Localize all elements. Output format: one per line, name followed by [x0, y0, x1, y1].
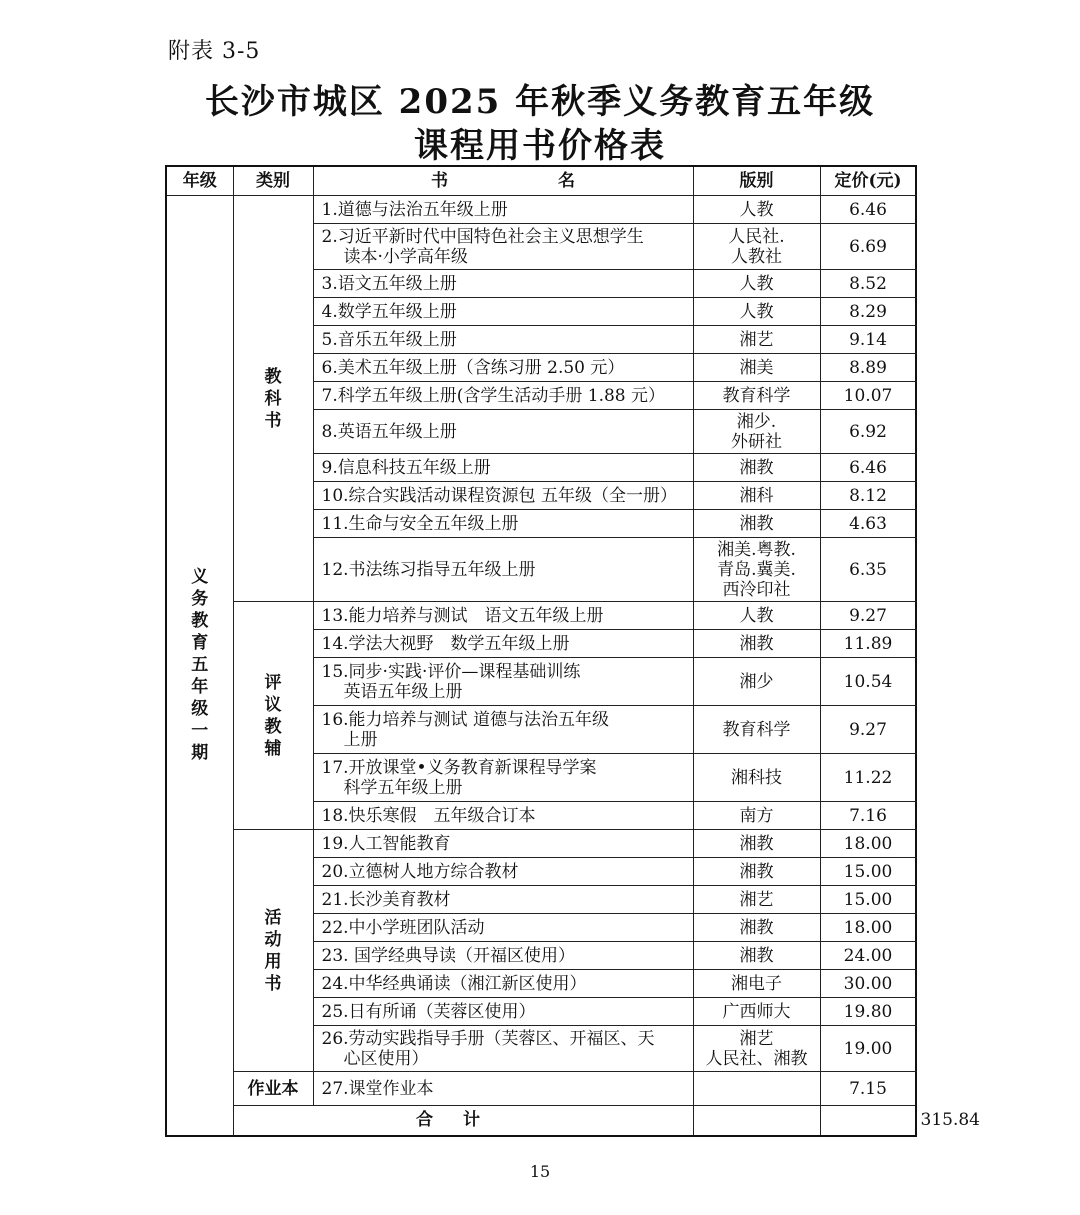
price: 7.15: [820, 1072, 916, 1106]
price: 6.69: [820, 224, 916, 270]
book-name: 20.立德树人地方综合教材: [313, 858, 693, 886]
publisher: 湘美.粤教. 青岛.冀美. 西泠印社: [693, 538, 820, 602]
book-name: 1.道德与法治五年级上册: [313, 196, 693, 224]
publisher: 湘教: [693, 630, 820, 658]
publisher: 湘教: [693, 830, 820, 858]
price: 9.27: [820, 602, 916, 630]
price: 15.00: [820, 886, 916, 914]
price: 8.12: [820, 482, 916, 510]
book-name: 13.能力培养与测试 语文五年级上册: [313, 602, 693, 630]
publisher: 湘教: [693, 914, 820, 942]
price: 9.14: [820, 326, 916, 354]
price: 10.54: [820, 658, 916, 706]
publisher: 人民社. 人教社: [693, 224, 820, 270]
book-name: 18.快乐寒假 五年级合订本: [313, 802, 693, 830]
total-row: 合计 315.84: [166, 1106, 916, 1136]
price: 11.89: [820, 630, 916, 658]
publisher: 人教: [693, 270, 820, 298]
total-empty-publisher: [820, 1106, 916, 1136]
category-textbook: 教科书: [233, 196, 313, 602]
book-name: 15.同步·实践·评价—课程基础训练 英语五年级上册: [313, 658, 693, 706]
page-title-line2: 课程用书价格表: [414, 126, 666, 166]
publisher: 湘美: [693, 354, 820, 382]
book-name: 14.学法大视野 数学五年级上册: [313, 630, 693, 658]
page-number: 15: [529, 1162, 551, 1181]
publisher: 湘教: [693, 454, 820, 482]
price: 19.80: [820, 998, 916, 1026]
book-name: 3.语文五年级上册: [313, 270, 693, 298]
column-header-grade: 年级: [166, 166, 233, 196]
book-name: 6.美术五年级上册（含练习册 2.50 元）: [313, 354, 693, 382]
price: 15.00: [820, 858, 916, 886]
price: 19.00: [820, 1026, 916, 1072]
publisher: 人教: [693, 196, 820, 224]
book-name: 7.科学五年级上册(含学生活动手册 1.88 元）: [313, 382, 693, 410]
book-name: 23. 国学经典导读（开福区使用）: [313, 942, 693, 970]
grade-cell: 义务教育五年级一期: [166, 196, 233, 1136]
price: 10.07: [820, 382, 916, 410]
book-name: 19.人工智能教育: [313, 830, 693, 858]
price: 18.00: [820, 830, 916, 858]
publisher: 湘艺: [693, 886, 820, 914]
price-table: [165, 165, 980, 1137]
category-activity: 活动用书: [233, 830, 313, 1072]
table-row: [166, 1072, 916, 1106]
book-name: 8.英语五年级上册: [313, 410, 693, 454]
column-header-publisher: 版别: [693, 166, 820, 196]
price: 9.27: [820, 706, 916, 754]
column-header-book-name: [313, 166, 693, 196]
price: 18.00: [820, 914, 916, 942]
price: 8.52: [820, 270, 916, 298]
price: 6.46: [820, 454, 916, 482]
publisher: [693, 1072, 820, 1106]
publisher: 人教: [693, 298, 820, 326]
price: 24.00: [820, 942, 916, 970]
total-empty-name: [693, 1106, 820, 1136]
publisher: 湘科: [693, 482, 820, 510]
table-row: [166, 196, 916, 224]
book-name: 9.信息科技五年级上册: [313, 454, 693, 482]
table-row: [166, 830, 916, 858]
price: 6.46: [820, 196, 916, 224]
publisher: 广西师大: [693, 998, 820, 1026]
publisher: 湘教: [693, 510, 820, 538]
publisher: 教育科学: [693, 382, 820, 410]
publisher: 湘教: [693, 858, 820, 886]
price: 4.63: [820, 510, 916, 538]
book-name: 4.数学五年级上册: [313, 298, 693, 326]
total-label: 合计: [233, 1106, 693, 1136]
page-title-line1: 长沙市城区 2025 年秋季义务教育五年级: [204, 82, 876, 122]
price: 6.92: [820, 410, 916, 454]
book-name: 16.能力培养与测试 道德与法治五年级 上册: [313, 706, 693, 754]
book-name: 17.开放课堂•义务教育新课程导学案 科学五年级上册: [313, 754, 693, 802]
publisher: 湘教: [693, 942, 820, 970]
publisher: 人教: [693, 602, 820, 630]
price: 30.00: [820, 970, 916, 998]
book-name: 2.习近平新时代中国特色社会主义思想学生 读本·小学高年级: [313, 224, 693, 270]
publisher: 湘少. 外研社: [693, 410, 820, 454]
book-name: 21.长沙美育教材: [313, 886, 693, 914]
book-name: 22.中小学班团队活动: [313, 914, 693, 942]
publisher: 教育科学: [693, 706, 820, 754]
book-name: 10.综合实践活动课程资源包 五年级（全一册）: [313, 482, 693, 510]
book-name: 12.书法练习指导五年级上册: [313, 538, 693, 602]
publisher: 湘艺: [693, 326, 820, 354]
category-homework: 作业本: [233, 1072, 313, 1106]
book-name: 25.日有所诵（芙蓉区使用）: [313, 998, 693, 1026]
book-name: 24.中华经典诵读（湘江新区使用）: [313, 970, 693, 998]
book-name: 11.生命与安全五年级上册: [313, 510, 693, 538]
publisher: 湘科技: [693, 754, 820, 802]
publisher: 湘艺 人民社、湘教: [693, 1026, 820, 1072]
publisher: 湘电子: [693, 970, 820, 998]
publisher: 南方: [693, 802, 820, 830]
price: 6.35: [820, 538, 916, 602]
column-header-category: 类别: [233, 166, 313, 196]
appendix-label: 附表 3-5: [168, 39, 261, 64]
book-name: 27.课堂作业本: [313, 1072, 693, 1106]
price: 11.22: [820, 754, 916, 802]
column-header-price: 定价(元): [820, 166, 916, 196]
column-header-book-char-1: 书: [431, 171, 448, 191]
price: 8.29: [820, 298, 916, 326]
publisher: 湘少: [693, 658, 820, 706]
price: 8.89: [820, 354, 916, 382]
table-row: [166, 602, 916, 630]
column-header-book-char-2: 名: [558, 171, 575, 191]
category-assess: 评议教辅: [233, 602, 313, 830]
book-name: 26.劳动实践指导手册（芙蓉区、开福区、天 心区使用）: [313, 1026, 693, 1072]
price: 7.16: [820, 802, 916, 830]
table-header-row: [166, 166, 916, 196]
book-name: 5.音乐五年级上册: [313, 326, 693, 354]
